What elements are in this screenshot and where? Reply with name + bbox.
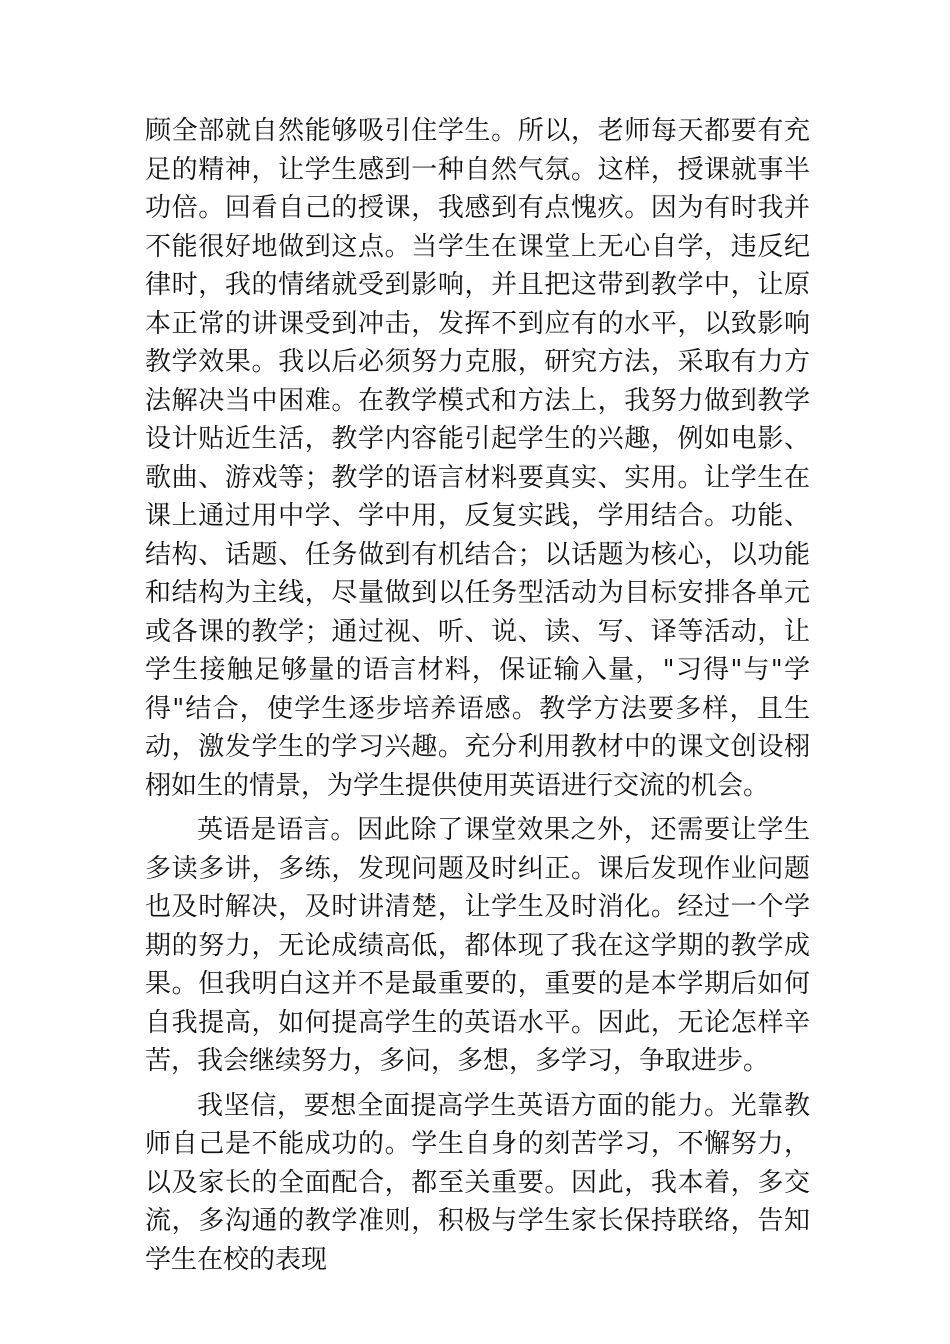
document-body (145, 112, 810, 1279)
paragraph-english-practice: 英语是语言。因此除了课堂效果之外，还需要让学生多读多讲，多练，发现问题及时纠正。课后发现作业问题也及时解决，及时讲清楚，让学生及时消化。经过一个学期的努力，无论成绩高低，都体现了我在这学期的教学成果。但我明白这并不是最重要的，重要的是本学期后如何自我提高，如何提高学生的英语水平。因此，无论怎样辛苦，我会继续努力，多问，多想，多学习，争取进步。 (145, 815, 810, 1076)
paragraph-home-school-cooperation: 我坚信，要想全面提高学生英语方面的能力。光靠教师自己是不能成功的。学生自身的刻苦学习，不懈努力，以及家长的全面配合，都至关重要。因此，我本着，多交流，多沟通的教学准则，积极与学生家长保持联络，告知学生在校的表现 (145, 1090, 810, 1275)
paragraph-continuation: 顾全部就自然能够吸引住学生。所以，老师每天都要有充足的精神，让学生感到一种自然气氛。这样，授课就事半功倍。回看自己的授课，我感到有点愧疚。因为有时我并不能很好地做到这点。当学生在课堂上无心自学，违反纪律时，我的情绪就受到影响，并且把这带到教学中，让原本正常的讲课受到冲击，发挥不到应有的水平，以致影响教学效果。我以后必须努力克服，研究方法，采取有力方法解决当中困难。在教学模式和方法上，我努力做到教学设计贴近生活，教学内容能引起学生的兴趣，例如电影、歌曲、游戏等；教学的语言材料要真实、实用。让学生在课上通过用中学、学中用，反复实践，学用结合。功能、结构、话题、任务做到有机结合；以话题为核心，以功能和结构为主线，尽量做到以任务型活动为目标安排各单元或各课的教学；通过视、听、说、读、写、译等活动，让学生接触足够量的语言材料，保证输入量，"习得"与"学得"结合，使学生逐步培养语感。教学方法要多样，且生动，激发学生的学习兴趣。充分利用教材中的课文创设栩栩如生的情景，为学生提供使用英语进行交流的机会。 (145, 116, 810, 801)
